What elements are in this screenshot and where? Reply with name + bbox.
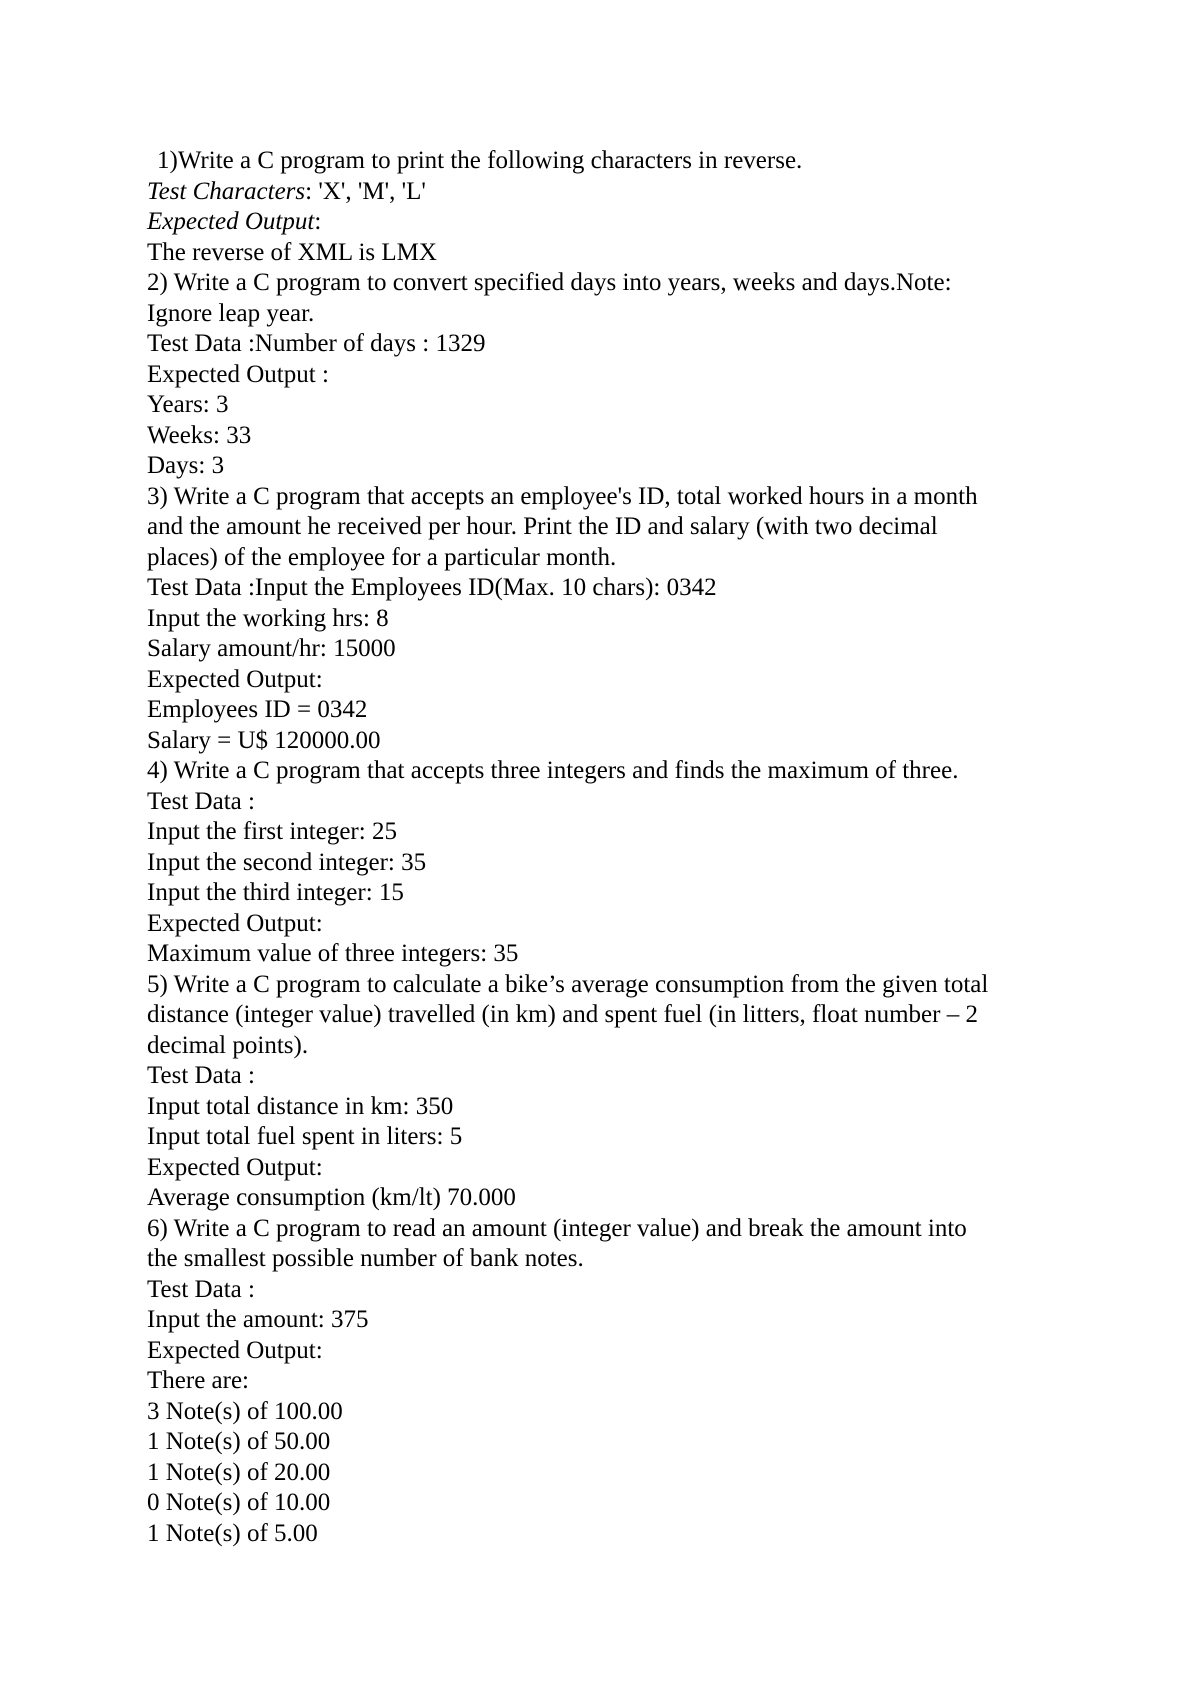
q4-title: 4) Write a C program that accepts three integers and finds the maximum of three. — [147, 757, 959, 784]
q5-input-line: Input total fuel spent in liters: 5 — [147, 1123, 463, 1150]
q6-input-line: Input the amount: 375 — [147, 1306, 369, 1333]
q2-title: 2) Write a C program to convert specified days into years, weeks and days.Note: — [147, 269, 952, 296]
q3-title-cont: and the amount he received per hour. Print the ID and salary (with two decimal — [147, 513, 938, 540]
q6-output-line: 1 Note(s) of 5.00 — [147, 1519, 318, 1547]
q6-title-cont: the smallest possible number of bank notes. — [147, 1245, 584, 1272]
q1-test-line — [147, 177, 1147, 208]
q2-title-cont: Ignore leap year. — [147, 299, 315, 327]
q6-output-line: There are: — [147, 1367, 250, 1394]
q3-input-line: Salary amount/hr: 15000 — [147, 635, 396, 662]
q4-input-line: Input the third integer: 15 — [147, 879, 404, 906]
q1-title: 1)Write a C program to print the following characters in reverse. — [157, 147, 803, 174]
q6-output-line: 0 Note(s) of 10.00 — [147, 1489, 331, 1516]
q1-test-value: : 'X', 'M', 'L' — [305, 177, 426, 205]
q3-test-data: Test Data :Input the Employees ID(Max. 10 chars): 0342 — [147, 574, 717, 601]
q3-title: 3) Write a C program that accepts an employee's ID, total worked hours in a month — [147, 482, 978, 510]
q1-expected-label: Expected Output — [147, 208, 315, 235]
q5-title: 5) Write a C program to calculate a bike’s average consumption from the given total — [147, 970, 989, 998]
q2-expected: Expected Output : — [147, 360, 329, 388]
q5-title-cont: decimal points). — [147, 1031, 309, 1059]
q2-output-line: Years: 3 — [147, 391, 229, 418]
q4-test-data: Test Data : — [147, 787, 255, 815]
q5-expected: Expected Output: — [147, 1153, 323, 1181]
q4-output-line: Maximum value of three integers: 35 — [147, 940, 519, 967]
q3-output-line: Employees ID = 0342 — [147, 696, 368, 723]
q5-input-line: Input total distance in km: 350 — [147, 1092, 454, 1120]
q3-title-cont: places) of the employee for a particular month. — [147, 543, 617, 571]
q6-output-line: 3 Note(s) of 100.00 — [147, 1397, 343, 1425]
document-body — [147, 146, 1147, 1549]
q5-test-data: Test Data : — [147, 1062, 255, 1089]
q1-test-label: Test Characters — [147, 177, 306, 205]
q6-output-line: 1 Note(s) of 20.00 — [147, 1458, 331, 1486]
q5-output-line: Average consumption (km/lt) 70.000 — [147, 1184, 516, 1211]
q4-input-line: Input the second integer: 35 — [147, 848, 427, 876]
q6-title: 6) Write a C program to read an amount (integer value) and break the amount into — [147, 1214, 967, 1242]
q2-test-data: Test Data :Number of days : 1329 — [147, 330, 486, 357]
q1-expected-colon: : — [314, 208, 322, 235]
q6-output-line: 1 Note(s) of 50.00 — [147, 1428, 331, 1455]
q4-expected: Expected Output: — [147, 909, 323, 937]
q6-expected: Expected Output: — [147, 1336, 323, 1364]
q3-input-line: Input the working hrs: 8 — [147, 604, 389, 632]
q3-output-line: Salary = U$ 120000.00 — [147, 726, 381, 754]
q3-expected: Expected Output: — [147, 665, 323, 693]
q4-input-line: Input the first integer: 25 — [147, 818, 397, 845]
q6-test-data: Test Data : — [147, 1275, 255, 1303]
q1-output: The reverse of XML is LMX — [147, 238, 437, 266]
q2-output-line: Days: 3 — [147, 452, 225, 479]
q5-title-cont: distance (integer value) travelled (in km) and spent fuel (in litters, float number – 2 — [147, 1001, 978, 1028]
q2-output-line: Weeks: 33 — [147, 421, 252, 449]
q1-expected-line — [147, 207, 1147, 238]
